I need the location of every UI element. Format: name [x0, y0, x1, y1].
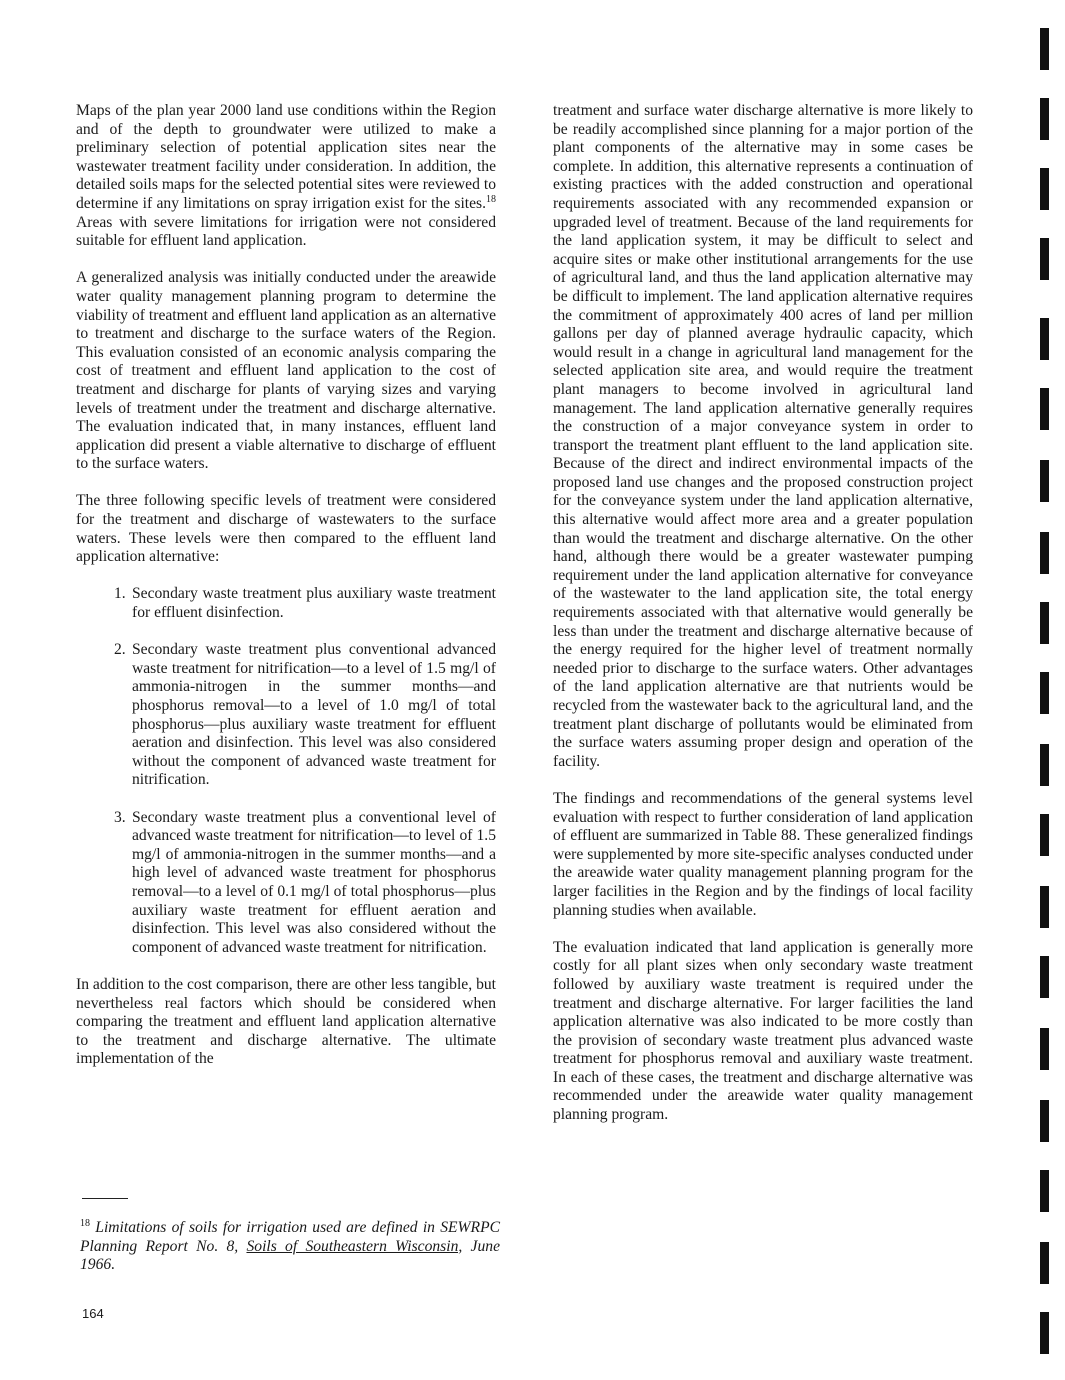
footnote-title: Soils of Southeastern Wisconsin,: [246, 1237, 463, 1255]
paragraph: Maps of the plan year 2000 land use conditions within the Region and of the depth to groundwater were utilized to make a preliminary selection of potential application sites near the wastewater treatment facility under consideration. In addition, the detailed soils maps for the selected potential sites were reviewed to determine if any limitations on spray irrigation exist for the sites.$^{18}$ Areas with severe limitations for irrigation were not considered suitable for effluent land application.: [76, 102, 496, 250]
scan-mark: [1040, 318, 1049, 360]
scan-mark: [1040, 532, 1049, 574]
paragraph: treatment and surface water discharge alternative is more likely to be readily accomplished since planning for a major portion of the plant components of the alternative may in some cases be complete. In addition, this alternative represents a continuation of existing practices with the added construction and operational requirements associated with any recommended expansion or upgraded level of treatment. Because of the land requirements for the land application system, it may be difficult to select and acquire sites or make other institutional arrangements for the use of agricultural land, and thus the land application alternative may be difficult to implement. The land application alternative requires the commitment of approximately 400 acres of land per million gallons per day of planned average hydraulic capacity, which would result in a change in agricultural land management for the selected application site area, and would require the treatment plant managers to become involved in agricultural land management. The land application alternative generally requires the construction of a major conveyance system in order to transport the treatment plant effluent to the land application site. Because of the direct and indirect environmental impacts of the proposed land use changes and the proposed construction project for the conveyance system under the land application alternative, this alternative would affect more area and a greater population than would the treatment and discharge alternative. On the other hand, although there would be a greater wastewater pumping requirement under the land application alternative for conveyance of the wastewater to the land application site, the total energy requirements associated with that alternative would generally be less than under the treatment and discharge alternative because of the energy required for the higher level of treatment normally needed prior to discharge to the surface waters. Other advantages of the land application alternative are that nutrients would be recycled from the wastewater back to the agricultural land, and the treatment plant discharge of pollutants would be eliminated from the surface waters assuming proper design and operation of the facility.: [553, 102, 973, 770]
list-number: 3.: [114, 808, 126, 826]
footnote-divider: [82, 1198, 128, 1199]
scan-mark: [1040, 886, 1049, 928]
scan-mark: [1040, 956, 1049, 998]
paragraph: A generalized analysis was initially conducted under the areawide water quality management planning program to determine the viability of treatment and effluent land application as an alternative to treatment and discharge to the surface waters of the Region. This evaluation consisted of an economic analysis comparing the cost of treatment and effluent land application to the cost of treatment and discharge for plants of varying sizes and varying levels of treatment under the treatment and discharge alternative. The evaluation indicated that, in many instances, effluent land application did present a viable alternative to discharge of effluent to the surface waters.: [76, 269, 496, 473]
scan-mark: [1040, 98, 1049, 140]
list-number: 2.: [114, 641, 126, 659]
right-column: [553, 102, 973, 1143]
paragraph: The findings and recommendations of the general systems level evaluation with respect to further consideration of land application of effluent are summarized in Table 88. These generalized findings were supplemented by more site-specific analyses conducted under the areawide water quality management planning program for the larger facilities in the Region and by the findings of local facility planning studies when available.: [553, 789, 973, 919]
scan-mark: [1040, 744, 1049, 786]
scan-mark: [1040, 238, 1049, 280]
scan-mark: [1040, 168, 1049, 210]
treatment-levels-list: [76, 585, 496, 957]
scan-mark: [1040, 814, 1049, 856]
list-item: [76, 809, 496, 958]
scan-mark: [1040, 602, 1049, 644]
list-number: 1.: [114, 585, 126, 603]
scan-mark: [1040, 388, 1049, 430]
list-item: [76, 641, 496, 790]
paragraph: The evaluation indicated that land application is generally more costly for all plant sizes when only secondary waste treatment followed by auxiliary waste treatment is required under the treatment and discharge alternative. For larger facilities the land application alternative was also indicated to be more costly than the provision of secondary waste treatment plus advanced waste treatment for phosphorus removal and auxiliary waste treatment. In each of these cases, the treatment and discharge alternative was recommended under the areawide water quality management planning program.: [553, 938, 973, 1124]
scan-mark: [1040, 672, 1049, 714]
scan-mark: [1040, 460, 1049, 502]
left-column: [76, 102, 496, 1087]
scan-mark: [1040, 1100, 1049, 1142]
list-text: Secondary waste treatment plus conventional advanced waste treatment for nitrification—to a level of 1.5 mg/l of ammonia-nitrogen in the summer months—and phosphorus removal—to a level of 1.0 mg/l of total phosphorus—plus auxiliary waste treatment for effluent aeration and disinfection. This level was also considered without the component of advanced waste treatment for nitrification.: [132, 641, 496, 789]
scan-mark: [1040, 1242, 1049, 1284]
footnote-reference[interactable]: 18: [486, 193, 496, 205]
scan-mark: [1040, 28, 1049, 70]
footnote-mark: 18: [80, 1218, 90, 1229]
scan-mark: [1040, 1312, 1049, 1354]
list-item: [76, 585, 496, 622]
paragraph: The three following specific levels of treatment were considered for the treatment and discharge of wastewaters to the surface waters. These levels were then compared to the effluent land application alternative:: [76, 492, 496, 566]
list-text: Secondary waste treatment plus auxiliary waste treatment for effluent disinfection.: [132, 585, 496, 622]
scan-mark: [1040, 1170, 1049, 1212]
scan-mark: [1040, 1028, 1049, 1070]
paragraph: In addition to the cost comparison, there are other less tangible, but nevertheless real factors which should be considered when comparing the treatment and effluent land application alternative to the treatment and discharge alternative. The ultimate implementation of the: [76, 975, 496, 1068]
page-number: 164: [82, 1306, 104, 1321]
footnote: $^{18}$ Limitations of soils for irrigation used are defined in SEWRPC Planning Report No. 8, Soils of Southeastern Wisconsin, June 1966.: [80, 1218, 500, 1274]
list-text: Secondary waste treatment plus a conventional level of advanced waste treatment for nitrification—to level of 1.5 mg/l of ammonia-nitrogen in the summer months—and a high level of advanced waste treatment for phosphorus removal—to a level of 0.1 mg/l of total phosphorus—plus auxiliary waste treatment for effluent aeration and disinfection. This level was also considered without the component of advanced waste treatment for nitrification.: [132, 808, 496, 956]
